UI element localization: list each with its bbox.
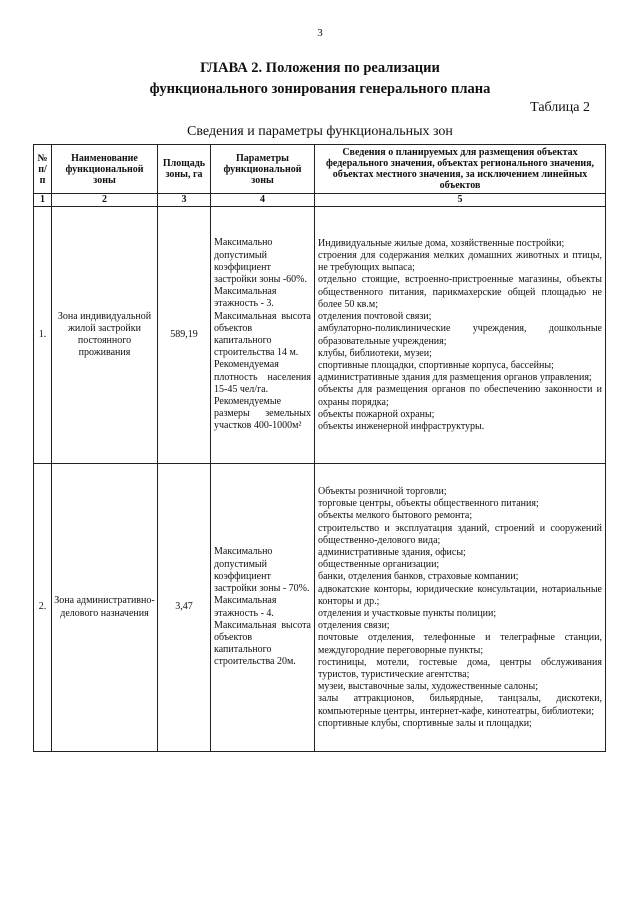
column-number-row [34, 194, 606, 207]
table-row [34, 207, 606, 464]
column-number: 5 [315, 194, 606, 207]
zone-area: 3,47 [158, 464, 211, 752]
chapter-heading-line-2: функционального зонирования генерального плана [149, 81, 491, 97]
object-item: спортивные клубы, спортивные залы и площадки; [318, 717, 532, 729]
header-cell-objects: Сведения о планируемых для размещения объектах федерального значения, объектах регионального значения, объектах местного значения, за исключением линейных объектов [315, 145, 606, 194]
object-item: торговые центры, объекты общественного питания; [318, 498, 539, 510]
zone-parameters [211, 207, 315, 464]
planned-objects [315, 207, 606, 464]
header-cell-number: № п/п [34, 145, 52, 194]
object-item: отделения почтовой связи; [318, 311, 432, 323]
object-item: Объекты розничной торговли; [318, 485, 447, 497]
header-cell-area: Площадь зоны, га [158, 145, 211, 194]
object-item: объекты пожарной охраны; [318, 408, 435, 420]
parameter-item: Максимально допустимый коэффициент застройки зоны -60%. [214, 237, 308, 285]
parameter-item: Рекомендуемые размеры земельных участков 400-1000м² [214, 396, 311, 432]
object-item: административные здания для размещения органов управления; [318, 372, 592, 384]
object-item: отделения и участковые пункты полиции; [318, 608, 497, 619]
object-item: административные здания, офисы; [318, 546, 466, 558]
row-number: 1. [34, 207, 52, 464]
column-number: 2 [52, 194, 158, 207]
header-cell-zone-name: Наименование функциональной зоны [52, 145, 158, 194]
object-item: банки, отделения банков, страховые компании; [318, 571, 519, 583]
object-item: общественные организации; [318, 559, 440, 571]
object-item: спортивные площадки, спортивные корпуса, бассейны; [318, 359, 554, 371]
header-cell-parameters: Параметры функциональной зоны [211, 145, 315, 194]
parameter-item: Максимальная высота объектов капитального строительства 14 м. [214, 310, 311, 359]
chapter-heading [0, 58, 640, 100]
object-item: музеи, выставочные залы, художественные салоны; [318, 681, 538, 693]
object-item: залы аттракционов, бильярдные, танцзалы, дискотеки, компьютерные центры, интернет-кафе, кинотеатры, библиотеки; [318, 693, 602, 717]
row-number: 2. [34, 464, 52, 752]
object-item: строительство и эксплуатация зданий, строений и сооружений общественно-делового вида; [318, 522, 602, 546]
parameter-item: Рекомендуемая плотность населения 15-45 чел/га. [214, 359, 311, 395]
object-item: гостиницы, мотели, гостевые дома, центры обслуживания туристов, туристические агентства; [318, 656, 602, 681]
chapter-heading-line-1: ГЛАВА 2. Положения по реализации [200, 60, 440, 76]
parameter-item: Максимальная высота объектов капитального строительства 20м. [214, 619, 311, 668]
object-item: объекты инженерной инфраструктуры. [318, 420, 485, 432]
object-item: адвокатские конторы, юридические консультации, нотариальные конторы и др.; [318, 583, 602, 607]
object-item: Индивидуальные жилые дома, хозяйственные постройки; [318, 237, 565, 249]
object-item: отделения связи; [318, 620, 390, 632]
object-item: объекты для размещения органов по обеспечению законности и охраны порядка; [318, 384, 602, 408]
parameter-item: Максимально допустимый коэффициент застройки зоны - 70%. [214, 546, 310, 595]
column-number: 3 [158, 194, 211, 207]
table-header-row [34, 145, 606, 194]
parameter-item: Максимальная этажность - 3. [214, 286, 277, 310]
column-number: 4 [211, 194, 315, 207]
object-item: отдельно стоящие, встроенно-пристроенные магазины, объекты общественного питания, парикмахерские общей площадью не более 50 кв.м; [318, 274, 602, 310]
object-item: строения для содержания мелких домашних животных и птицы, не требующих выпаса; [318, 250, 602, 274]
object-item: амбулаторно-поликлинические учреждения, дошкольные образовательные учреждения; [318, 323, 602, 347]
parameter-item: Максимальная этажность - 4. [214, 595, 277, 619]
object-item: клубы, библиотеки, музеи; [318, 347, 432, 359]
zone-parameters [211, 464, 315, 752]
zone-name: Зона индивидуальной жилой застройки постоянного проживания [52, 207, 158, 464]
zone-name: Зона административно-делового назначения [52, 464, 158, 752]
zone-area: 589,19 [158, 207, 211, 464]
page-number: 3 [317, 27, 323, 39]
table-label: Таблица 2 [530, 100, 590, 115]
object-item: объекты мелкого бытового ремонта; [318, 510, 473, 522]
table-caption: Сведения и параметры функциональных зон [187, 124, 453, 139]
object-item: почтовые отделения, телефонные и телеграфные станции, междугородние переговорные пункты; [318, 632, 602, 656]
table-row [34, 464, 606, 752]
planned-objects [315, 464, 606, 752]
column-number: 1 [34, 194, 52, 207]
zones-table [33, 144, 606, 752]
